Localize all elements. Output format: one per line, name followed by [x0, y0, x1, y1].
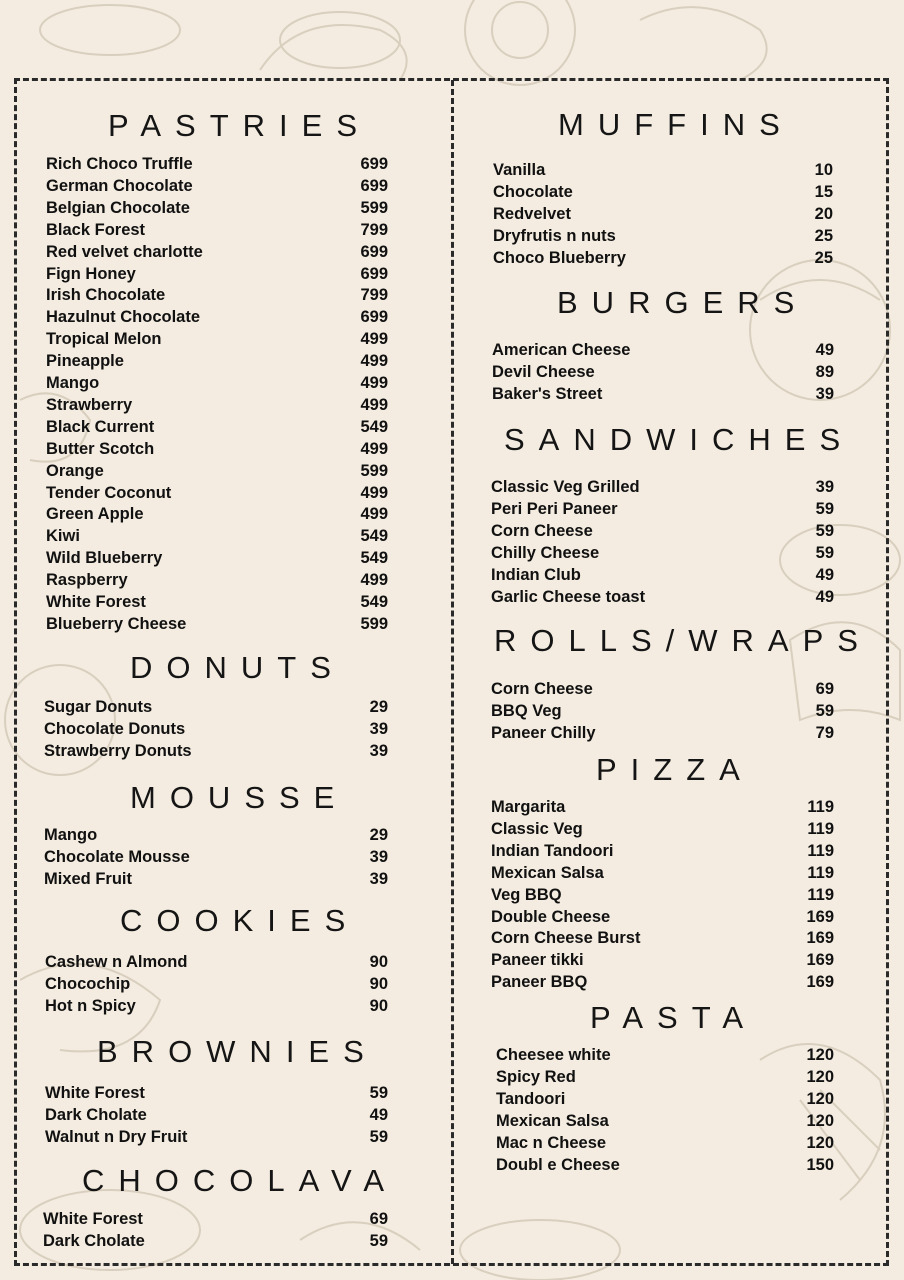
menu-item-price: 169: [806, 907, 834, 926]
menu-item-name: American Cheese: [492, 341, 631, 359]
section-title-muffins: MUFFINS: [558, 107, 794, 142]
menu-item-name: Double Cheese: [491, 907, 611, 926]
menu-item-price: 549: [360, 417, 388, 436]
menu-item-price: 120: [806, 1133, 834, 1152]
menu-item-name: Dryfrutis n nuts: [493, 226, 616, 245]
menu-item-name: Irish Chocolate: [46, 286, 166, 305]
menu-item: [493, 159, 833, 181]
menu-item-price: 499: [360, 330, 388, 349]
menu-item-name: Devil Cheese: [492, 362, 595, 381]
menu-item-name: Blueberry Cheese: [46, 614, 187, 633]
menu-item-price: 499: [360, 505, 388, 524]
menu-item-price: 39: [369, 847, 388, 866]
menu-item: [45, 1104, 388, 1126]
section-title-pasta: PASTA: [590, 1000, 758, 1035]
menu-item-price: 549: [360, 527, 388, 546]
menu-item: [46, 503, 388, 525]
section-title-burgers: BURGERS: [557, 285, 809, 320]
menu-item: [491, 840, 834, 862]
menu-item-name: Strawberry Donuts: [44, 741, 192, 760]
menu-item-name: Fign Honey: [46, 264, 136, 283]
menu-item-price: 599: [360, 614, 388, 633]
menu-item-price: 699: [360, 264, 388, 283]
menu-item: [46, 525, 388, 547]
menu-item-price: 499: [360, 439, 388, 458]
menu-item: [45, 973, 388, 995]
menu-item-price: 59: [815, 701, 834, 720]
menu-item-name: Corn Cheese: [491, 521, 593, 540]
menu-item: [491, 927, 834, 949]
menu-item-name: Hot n Spicy: [45, 996, 136, 1015]
menu-item: [44, 696, 388, 718]
menu-item-price: 169: [806, 929, 834, 948]
menu-item-price: 90: [369, 974, 388, 993]
menu-item-price: 90: [369, 996, 388, 1015]
menu-item-name: Red velvet charlotte: [46, 242, 203, 261]
menu-item-name: Spicy Red: [496, 1067, 576, 1086]
menu-item-name: Indian Club: [491, 565, 581, 584]
menu-item-name: Strawberry: [46, 395, 133, 414]
menu-item-price: 59: [369, 1127, 388, 1146]
menu-item-price: 90: [369, 953, 388, 971]
menu-item-name: Dark Cholate: [43, 1231, 145, 1250]
menu-item-price: 119: [807, 885, 834, 904]
menu-item-price: 29: [369, 826, 388, 844]
menu-item-name: Tandoori: [496, 1089, 566, 1108]
menu-item: [46, 350, 388, 372]
menu-item-price: 39: [369, 741, 388, 760]
menu-item: [46, 613, 388, 635]
menu-item-price: 169: [806, 973, 834, 992]
menu-item: [491, 678, 834, 700]
menu-item: [496, 1110, 834, 1132]
menu-item-name: Classic Veg Grilled: [491, 478, 640, 496]
menu-item: [491, 906, 834, 928]
menu-item-price: 10: [814, 161, 833, 179]
menu-item: [491, 564, 834, 586]
menu-item-price: 119: [807, 841, 834, 860]
menu-item-price: 29: [369, 698, 388, 716]
menu-item: [493, 247, 833, 269]
menu-item-name: Sugar Donuts: [44, 698, 153, 716]
menu-item: [44, 824, 388, 846]
menu-item-price: 120: [806, 1067, 834, 1086]
menu-item: [496, 1154, 834, 1176]
menu-item-name: Chilly Cheese: [491, 543, 600, 562]
menu-item-price: 169: [806, 951, 834, 970]
menu-item-name: White Forest: [46, 593, 146, 611]
menu-item-name: Belgian Chocolate: [46, 198, 190, 217]
menu-item: [493, 203, 833, 225]
menu-item: [46, 591, 388, 613]
menu-item-name: Paneer BBQ: [491, 973, 588, 992]
menu-item-price: 15: [814, 182, 833, 201]
menu-item: [46, 219, 388, 241]
menu-item-name: Kiwi: [46, 527, 80, 546]
menu-item-name: Mexican Salsa: [491, 863, 604, 882]
menu-item-price: 89: [815, 362, 834, 381]
menu-item-name: Paneer tikki: [491, 951, 584, 970]
menu-item-price: 59: [815, 499, 834, 518]
menu-item-name: Choco Blueberry: [493, 248, 626, 267]
menu-item: [491, 862, 834, 884]
menu-item: [491, 818, 834, 840]
menu-item: [46, 328, 388, 350]
menu-item-price: 499: [360, 483, 388, 502]
menu-item-price: 59: [369, 1231, 388, 1250]
menu-item: [46, 153, 388, 175]
menu-item-name: Vanilla: [493, 161, 546, 179]
menu-item-name: Redvelvet: [493, 204, 571, 223]
menu-item: [491, 498, 834, 520]
menu-item: [46, 197, 388, 219]
menu-item-price: 549: [360, 593, 388, 611]
menu-item-price: 49: [815, 565, 834, 584]
menu-item-name: Veg BBQ: [491, 885, 562, 904]
menu-item: [46, 569, 388, 591]
menu-item-name: Dark Cholate: [45, 1105, 147, 1124]
menu-item-name: Mixed Fruit: [44, 869, 133, 888]
menu-item-name: Tropical Melon: [46, 330, 162, 349]
menu-item-price: 79: [815, 723, 834, 742]
menu-item: [44, 740, 388, 762]
menu-item-price: 499: [360, 374, 388, 392]
menu-item: [492, 383, 834, 405]
menu-item-price: 20: [814, 204, 833, 223]
menu-item: [491, 476, 834, 498]
menu-item-name: Classic Veg: [491, 819, 583, 838]
section-title-pizza: PIZZA: [596, 752, 754, 787]
menu-item-name: Corn Cheese Burst: [491, 929, 641, 948]
menu-item-name: Mexican Salsa: [496, 1111, 609, 1130]
menu-item-name: BBQ Veg: [491, 701, 562, 720]
menu-item-name: Indian Tandoori: [491, 841, 614, 860]
menu-item: [43, 1208, 388, 1230]
column-divider: [451, 80, 454, 1264]
section-title-chocolava: CHOCOLAVA: [82, 1163, 399, 1198]
menu-item: [492, 361, 834, 383]
menu-item-name: Rich Choco Truffle: [46, 155, 193, 173]
menu-item-price: 49: [815, 341, 834, 359]
menu-item-name: Doubl e Cheese: [496, 1155, 620, 1174]
menu-item-price: 59: [369, 1084, 388, 1102]
menu-item-price: 799: [360, 220, 388, 239]
menu-item: [491, 700, 834, 722]
menu-item-price: 699: [360, 308, 388, 327]
menu-item-name: Peri Peri Paneer: [491, 499, 618, 518]
menu-item: [491, 542, 834, 564]
menu-item-name: Tender Coconut: [46, 483, 172, 502]
menu-item: [491, 796, 834, 818]
menu-item-name: German Chocolate: [46, 176, 193, 195]
menu-item: [491, 884, 834, 906]
menu-item: [493, 181, 833, 203]
menu-item-price: 49: [369, 1105, 388, 1124]
menu-item: [44, 846, 388, 868]
menu-item-name: Paneer Chilly: [491, 723, 596, 742]
menu-item: [491, 971, 834, 993]
menu-item-price: 119: [807, 863, 834, 882]
menu-item-name: White Forest: [45, 1084, 145, 1102]
menu-item-name: Orange: [46, 461, 104, 480]
menu-item-price: 799: [360, 286, 388, 305]
menu-item-name: Garlic Cheese toast: [491, 587, 646, 606]
menu-item-price: 699: [360, 176, 388, 195]
menu-item-price: 120: [806, 1089, 834, 1108]
section-title-brownies: BROWNIES: [97, 1034, 378, 1069]
menu-item-name: Black Forest: [46, 220, 146, 239]
menu-item-name: Mango: [46, 374, 100, 392]
section-title-mousse: MOUSSE: [130, 780, 349, 815]
menu-item: [491, 949, 834, 971]
menu-item: [46, 482, 388, 504]
menu-item-name: Chocochip: [45, 974, 131, 993]
menu-item-price: 120: [806, 1111, 834, 1130]
section-title-sandwiches: SANDWICHES: [504, 422, 855, 457]
menu-item: [493, 225, 833, 247]
menu-item-name: Mac n Cheese: [496, 1133, 607, 1152]
menu-item-name: Black Current: [46, 417, 155, 436]
menu-item: [46, 175, 388, 197]
menu-item: [45, 1126, 388, 1148]
menu-item-name: Hazulnut Chocolate: [46, 308, 201, 327]
menu-item: [492, 339, 834, 361]
menu-item: [45, 951, 388, 973]
menu-item: [46, 460, 388, 482]
menu-item-name: Butter Scotch: [46, 439, 155, 458]
menu-item: [45, 995, 388, 1017]
menu-item-price: 49: [815, 587, 834, 606]
menu-item: [491, 586, 834, 608]
menu-item-name: Margarita: [491, 798, 566, 816]
menu-item: [496, 1132, 834, 1154]
menu-item-price: 699: [360, 155, 388, 173]
section-title-cookies: COOKIES: [120, 903, 360, 938]
menu-item-price: 499: [360, 395, 388, 414]
menu-item: [44, 718, 388, 740]
menu-item-name: Chocolate Mousse: [44, 847, 190, 866]
menu-item: [491, 520, 834, 542]
menu-item-name: Corn Cheese: [491, 680, 593, 698]
menu-item: [45, 1082, 388, 1104]
menu-item: [46, 241, 388, 263]
menu-item-name: Raspberry: [46, 571, 128, 590]
menu-item: [46, 372, 388, 394]
section-title-pastries: PASTRIES: [108, 108, 372, 143]
menu-item-price: 39: [815, 384, 834, 403]
menu-item-name: Cheesee white: [496, 1046, 611, 1064]
menu-item-name: Green Apple: [46, 505, 144, 524]
menu-item-price: 69: [369, 1210, 388, 1228]
menu-item-name: Pineapple: [46, 352, 124, 371]
section-title-rolls: ROLLS/WRAPS: [494, 623, 872, 658]
section-title-donuts: DONUTS: [130, 650, 345, 685]
menu-item-price: 119: [807, 798, 834, 816]
menu-item: [46, 263, 388, 285]
menu-item-name: Baker's Street: [492, 384, 603, 403]
menu-item-price: 699: [360, 242, 388, 261]
menu-item: [46, 547, 388, 569]
menu-item: [46, 306, 388, 328]
menu-item-price: 499: [360, 571, 388, 590]
menu-item: [46, 284, 388, 306]
menu-item-price: 25: [814, 248, 833, 267]
menu-item-price: 39: [815, 478, 834, 496]
menu-item-name: Walnut n Dry Fruit: [45, 1127, 188, 1146]
menu-item-price: 59: [815, 521, 834, 540]
menu-item-price: 59: [815, 543, 834, 562]
menu-item: [496, 1066, 834, 1088]
menu-item: [46, 394, 388, 416]
menu-item-price: 599: [360, 198, 388, 217]
menu-item-price: 39: [369, 869, 388, 888]
menu-item-name: Chocolate Donuts: [44, 719, 186, 738]
menu-item: [491, 722, 834, 744]
menu-item-price: 25: [814, 226, 833, 245]
menu-item-name: Chocolate: [493, 182, 573, 201]
menu-item-name: Mango: [44, 826, 98, 844]
menu-item: [46, 438, 388, 460]
menu-item: [496, 1088, 834, 1110]
menu-item-price: 39: [369, 719, 388, 738]
menu-item-price: 549: [360, 549, 388, 568]
menu-item-name: Wild Blueberry: [46, 549, 163, 568]
menu-item-name: Cashew n Almond: [45, 953, 188, 971]
menu-item: [44, 868, 388, 890]
menu-item-price: 599: [360, 461, 388, 480]
menu-item-price: 499: [360, 352, 388, 371]
menu-item: [46, 416, 388, 438]
menu-item-name: White Forest: [43, 1210, 143, 1228]
menu-item: [496, 1044, 834, 1066]
menu-item: [43, 1230, 388, 1252]
menu-item-price: 119: [807, 819, 834, 838]
menu-item-price: 150: [806, 1155, 834, 1174]
menu-item-price: 120: [806, 1046, 834, 1064]
menu-item-price: 69: [815, 680, 834, 698]
